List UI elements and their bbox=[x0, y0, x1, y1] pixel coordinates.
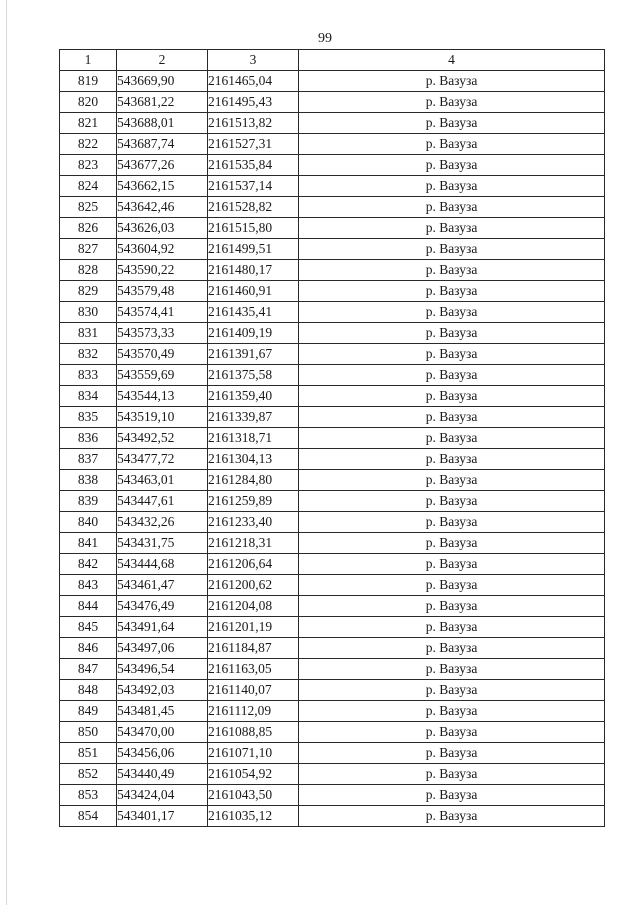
x-coordinate-cell: 543519,10 bbox=[117, 407, 208, 428]
location-cell: р. Вазуза bbox=[299, 344, 605, 365]
location-cell: р. Вазуза bbox=[299, 743, 605, 764]
point-number-cell: 825 bbox=[60, 197, 117, 218]
y-coordinate-cell: 2161218,31 bbox=[208, 533, 299, 554]
x-coordinate-cell: 543463,01 bbox=[117, 470, 208, 491]
table-row bbox=[60, 302, 605, 323]
table-row bbox=[60, 365, 605, 386]
location-cell: р. Вазуза bbox=[299, 806, 605, 827]
table-row bbox=[60, 722, 605, 743]
y-coordinate-cell: 2161535,84 bbox=[208, 155, 299, 176]
page-number: 99 bbox=[318, 31, 332, 46]
point-number-cell: 838 bbox=[60, 470, 117, 491]
location-cell: р. Вазуза bbox=[299, 680, 605, 701]
x-coordinate-cell: 543456,06 bbox=[117, 743, 208, 764]
location-cell: р. Вазуза bbox=[299, 617, 605, 638]
x-coordinate-cell: 543570,49 bbox=[117, 344, 208, 365]
table-row bbox=[60, 596, 605, 617]
table-row bbox=[60, 512, 605, 533]
table-row bbox=[60, 71, 605, 92]
table-row bbox=[60, 575, 605, 596]
point-number-cell: 836 bbox=[60, 428, 117, 449]
point-number-cell: 820 bbox=[60, 92, 117, 113]
x-coordinate-cell: 543431,75 bbox=[117, 533, 208, 554]
x-coordinate-cell: 543687,74 bbox=[117, 134, 208, 155]
location-cell: р. Вазуза bbox=[299, 134, 605, 155]
location-cell: р. Вазуза bbox=[299, 176, 605, 197]
location-cell: р. Вазуза bbox=[299, 554, 605, 575]
y-coordinate-cell: 2161460,91 bbox=[208, 281, 299, 302]
location-cell: р. Вазуза bbox=[299, 365, 605, 386]
point-number-cell: 834 bbox=[60, 386, 117, 407]
location-cell: р. Вазуза bbox=[299, 449, 605, 470]
point-number-cell: 841 bbox=[60, 533, 117, 554]
x-coordinate-cell: 543497,06 bbox=[117, 638, 208, 659]
point-number-cell: 828 bbox=[60, 260, 117, 281]
y-coordinate-cell: 2161435,41 bbox=[208, 302, 299, 323]
table-row bbox=[60, 617, 605, 638]
location-cell: р. Вазуза bbox=[299, 701, 605, 722]
column-header-1: 1 bbox=[60, 50, 117, 71]
y-coordinate-cell: 2161233,40 bbox=[208, 512, 299, 533]
location-cell: р. Вазуза bbox=[299, 323, 605, 344]
y-coordinate-cell: 2161495,43 bbox=[208, 92, 299, 113]
x-coordinate-cell: 543574,41 bbox=[117, 302, 208, 323]
table-row bbox=[60, 92, 605, 113]
table-row bbox=[60, 659, 605, 680]
scan-edge-line bbox=[6, 0, 7, 905]
y-coordinate-cell: 2161528,82 bbox=[208, 197, 299, 218]
x-coordinate-cell: 543604,92 bbox=[117, 239, 208, 260]
location-cell: р. Вазуза bbox=[299, 638, 605, 659]
x-coordinate-cell: 543444,68 bbox=[117, 554, 208, 575]
table-row bbox=[60, 764, 605, 785]
point-number-cell: 826 bbox=[60, 218, 117, 239]
x-coordinate-cell: 543481,45 bbox=[117, 701, 208, 722]
y-coordinate-cell: 2161339,87 bbox=[208, 407, 299, 428]
x-coordinate-cell: 543681,22 bbox=[117, 92, 208, 113]
y-coordinate-cell: 2161409,19 bbox=[208, 323, 299, 344]
table-row bbox=[60, 428, 605, 449]
location-cell: р. Вазуза bbox=[299, 281, 605, 302]
table-row bbox=[60, 113, 605, 134]
point-number-cell: 846 bbox=[60, 638, 117, 659]
x-coordinate-cell: 543470,00 bbox=[117, 722, 208, 743]
x-coordinate-cell: 543544,13 bbox=[117, 386, 208, 407]
y-coordinate-cell: 2161259,89 bbox=[208, 491, 299, 512]
table-row bbox=[60, 386, 605, 407]
x-coordinate-cell: 543492,03 bbox=[117, 680, 208, 701]
table-row bbox=[60, 638, 605, 659]
y-coordinate-cell: 2161071,10 bbox=[208, 743, 299, 764]
table-row bbox=[60, 197, 605, 218]
y-coordinate-cell: 2161206,64 bbox=[208, 554, 299, 575]
y-coordinate-cell: 2161527,31 bbox=[208, 134, 299, 155]
x-coordinate-cell: 543669,90 bbox=[117, 71, 208, 92]
location-cell: р. Вазуза bbox=[299, 722, 605, 743]
y-coordinate-cell: 2161204,08 bbox=[208, 596, 299, 617]
y-coordinate-cell: 2161465,04 bbox=[208, 71, 299, 92]
x-coordinate-cell: 543642,46 bbox=[117, 197, 208, 218]
table-row bbox=[60, 470, 605, 491]
point-number-cell: 839 bbox=[60, 491, 117, 512]
y-coordinate-cell: 2161515,80 bbox=[208, 218, 299, 239]
y-coordinate-cell: 2161112,09 bbox=[208, 701, 299, 722]
x-coordinate-cell: 543440,49 bbox=[117, 764, 208, 785]
y-coordinate-cell: 2161201,19 bbox=[208, 617, 299, 638]
location-cell: р. Вазуза bbox=[299, 197, 605, 218]
location-cell: р. Вазуза bbox=[299, 491, 605, 512]
location-cell: р. Вазуза bbox=[299, 260, 605, 281]
point-number-cell: 854 bbox=[60, 806, 117, 827]
point-number-cell: 819 bbox=[60, 71, 117, 92]
y-coordinate-cell: 2161140,07 bbox=[208, 680, 299, 701]
y-coordinate-cell: 2161184,87 bbox=[208, 638, 299, 659]
y-coordinate-cell: 2161088,85 bbox=[208, 722, 299, 743]
x-coordinate-cell: 543461,47 bbox=[117, 575, 208, 596]
point-number-cell: 827 bbox=[60, 239, 117, 260]
table-row bbox=[60, 407, 605, 428]
point-number-cell: 852 bbox=[60, 764, 117, 785]
x-coordinate-cell: 543401,17 bbox=[117, 806, 208, 827]
location-cell: р. Вазуза bbox=[299, 239, 605, 260]
table-body bbox=[60, 71, 605, 827]
location-cell: р. Вазуза bbox=[299, 659, 605, 680]
location-cell: р. Вазуза bbox=[299, 155, 605, 176]
point-number-cell: 829 bbox=[60, 281, 117, 302]
x-coordinate-cell: 543476,49 bbox=[117, 596, 208, 617]
point-number-cell: 823 bbox=[60, 155, 117, 176]
x-coordinate-cell: 543677,26 bbox=[117, 155, 208, 176]
point-number-cell: 832 bbox=[60, 344, 117, 365]
x-coordinate-cell: 543492,52 bbox=[117, 428, 208, 449]
location-cell: р. Вазуза bbox=[299, 386, 605, 407]
table-row bbox=[60, 176, 605, 197]
x-coordinate-cell: 543573,33 bbox=[117, 323, 208, 344]
location-cell: р. Вазуза bbox=[299, 71, 605, 92]
point-number-cell: 853 bbox=[60, 785, 117, 806]
table-row bbox=[60, 743, 605, 764]
table-row bbox=[60, 533, 605, 554]
location-cell: р. Вазуза bbox=[299, 470, 605, 491]
x-coordinate-cell: 543432,26 bbox=[117, 512, 208, 533]
point-number-cell: 849 bbox=[60, 701, 117, 722]
y-coordinate-cell: 2161537,14 bbox=[208, 176, 299, 197]
column-header-2: 2 bbox=[117, 50, 208, 71]
location-cell: р. Вазуза bbox=[299, 218, 605, 239]
y-coordinate-cell: 2161513,82 bbox=[208, 113, 299, 134]
y-coordinate-cell: 2161391,67 bbox=[208, 344, 299, 365]
x-coordinate-cell: 543688,01 bbox=[117, 113, 208, 134]
table-row bbox=[60, 701, 605, 722]
point-number-cell: 843 bbox=[60, 575, 117, 596]
point-number-cell: 845 bbox=[60, 617, 117, 638]
y-coordinate-cell: 2161043,50 bbox=[208, 785, 299, 806]
location-cell: р. Вазуза bbox=[299, 575, 605, 596]
table-row bbox=[60, 680, 605, 701]
x-coordinate-cell: 543477,72 bbox=[117, 449, 208, 470]
point-number-cell: 824 bbox=[60, 176, 117, 197]
location-cell: р. Вазуза bbox=[299, 92, 605, 113]
point-number-cell: 822 bbox=[60, 134, 117, 155]
point-number-cell: 830 bbox=[60, 302, 117, 323]
y-coordinate-cell: 2161200,62 bbox=[208, 575, 299, 596]
table-row bbox=[60, 806, 605, 827]
x-coordinate-cell: 543579,48 bbox=[117, 281, 208, 302]
location-cell: р. Вазуза bbox=[299, 785, 605, 806]
y-coordinate-cell: 2161480,17 bbox=[208, 260, 299, 281]
table-row bbox=[60, 323, 605, 344]
column-header-3: 3 bbox=[208, 50, 299, 71]
y-coordinate-cell: 2161304,13 bbox=[208, 449, 299, 470]
point-number-cell: 837 bbox=[60, 449, 117, 470]
point-number-cell: 831 bbox=[60, 323, 117, 344]
point-number-cell: 842 bbox=[60, 554, 117, 575]
location-cell: р. Вазуза bbox=[299, 764, 605, 785]
point-number-cell: 847 bbox=[60, 659, 117, 680]
location-cell: р. Вазуза bbox=[299, 302, 605, 323]
table-row bbox=[60, 449, 605, 470]
point-number-cell: 848 bbox=[60, 680, 117, 701]
y-coordinate-cell: 2161375,58 bbox=[208, 365, 299, 386]
table-row bbox=[60, 344, 605, 365]
table-row bbox=[60, 554, 605, 575]
y-coordinate-cell: 2161054,92 bbox=[208, 764, 299, 785]
x-coordinate-cell: 543491,64 bbox=[117, 617, 208, 638]
table-row bbox=[60, 155, 605, 176]
y-coordinate-cell: 2161284,80 bbox=[208, 470, 299, 491]
x-coordinate-cell: 543559,69 bbox=[117, 365, 208, 386]
location-cell: р. Вазуза bbox=[299, 428, 605, 449]
table-row bbox=[60, 239, 605, 260]
y-coordinate-cell: 2161318,71 bbox=[208, 428, 299, 449]
x-coordinate-cell: 543424,04 bbox=[117, 785, 208, 806]
location-cell: р. Вазуза bbox=[299, 113, 605, 134]
point-number-cell: 833 bbox=[60, 365, 117, 386]
x-coordinate-cell: 543662,15 bbox=[117, 176, 208, 197]
column-header-4: 4 bbox=[299, 50, 605, 71]
table-row bbox=[60, 218, 605, 239]
location-cell: р. Вазуза bbox=[299, 533, 605, 554]
point-number-cell: 844 bbox=[60, 596, 117, 617]
point-number-cell: 821 bbox=[60, 113, 117, 134]
point-number-cell: 850 bbox=[60, 722, 117, 743]
x-coordinate-cell: 543590,22 bbox=[117, 260, 208, 281]
point-number-cell: 835 bbox=[60, 407, 117, 428]
location-cell: р. Вазуза bbox=[299, 512, 605, 533]
table-row bbox=[60, 785, 605, 806]
y-coordinate-cell: 2161035,12 bbox=[208, 806, 299, 827]
point-number-cell: 840 bbox=[60, 512, 117, 533]
table-row bbox=[60, 491, 605, 512]
point-number-cell: 851 bbox=[60, 743, 117, 764]
y-coordinate-cell: 2161499,51 bbox=[208, 239, 299, 260]
y-coordinate-cell: 2161163,05 bbox=[208, 659, 299, 680]
location-cell: р. Вазуза bbox=[299, 407, 605, 428]
x-coordinate-cell: 543447,61 bbox=[117, 491, 208, 512]
table-row bbox=[60, 281, 605, 302]
table-row bbox=[60, 260, 605, 281]
table-row bbox=[60, 134, 605, 155]
x-coordinate-cell: 543626,03 bbox=[117, 218, 208, 239]
coordinates-table bbox=[59, 49, 605, 827]
y-coordinate-cell: 2161359,40 bbox=[208, 386, 299, 407]
x-coordinate-cell: 543496,54 bbox=[117, 659, 208, 680]
location-cell: р. Вазуза bbox=[299, 596, 605, 617]
table-header-row bbox=[60, 50, 605, 71]
